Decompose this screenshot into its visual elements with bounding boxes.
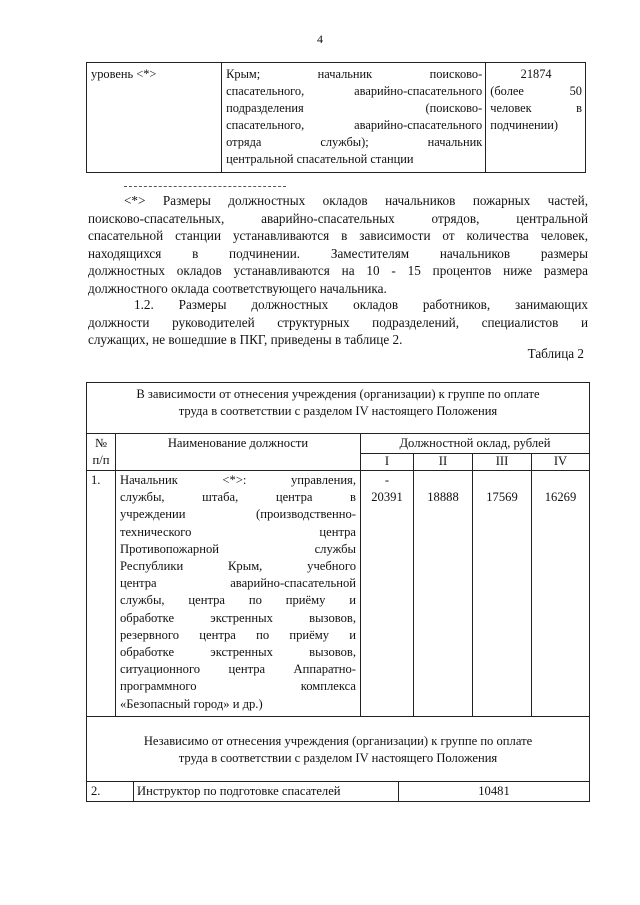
column-divider (115, 433, 116, 716)
table-group-header-line: труда в соответствии с разделом IV настоящего Положения (178, 404, 498, 419)
footnote-line: находящихся в подчинении. Заместителям начальников размеры (88, 245, 588, 261)
column-divider (531, 453, 532, 716)
row1-name-line: Противопожарной службы (120, 541, 356, 556)
row-divider (87, 470, 589, 471)
col-name-header: Наименование должности (167, 436, 309, 450)
row1-name-line: учреждении (производственно- (120, 507, 356, 522)
row1-dash: - (384, 473, 390, 487)
row1-number: 1. (91, 473, 101, 487)
column-divider (133, 781, 134, 801)
section-paragraph (88, 296, 588, 349)
group-header-ii: II (438, 454, 448, 468)
row1-name-line: Начальник <*>: управления, (120, 473, 356, 487)
column-divider (398, 781, 399, 801)
row1-name-line: программного комплекса (120, 679, 356, 694)
footnote-line: <*> Размеры должностных окладов начальников пожарных частей, (124, 193, 588, 208)
column-divider (413, 453, 414, 716)
table-caption: Таблица 2 (527, 346, 584, 361)
top-table-position-line: центральной спасательной станции (226, 152, 414, 166)
row-divider (87, 433, 589, 434)
top-table-position-line: подразделения (поисково- (226, 101, 483, 115)
top-table-salary-note-line: (более 50 (490, 84, 582, 98)
top-table-position-line: Крым; начальник поисково- (226, 67, 483, 81)
top-table-salary-note-line: подчинении) (490, 118, 559, 132)
top-table-position-line: спасательного, аварийно-спасательного (226, 118, 483, 132)
footnote-separator (124, 186, 286, 187)
top-table-position-line: спасательного, аварийно-спасательного (226, 84, 483, 98)
row1-name-line: резервного центра по приёму и (120, 627, 356, 642)
group-header-i: I (384, 454, 390, 468)
top-table-salary-value: 21874 (520, 67, 552, 81)
row-divider (87, 781, 589, 782)
table-independent-header (87, 733, 589, 767)
footnote-paragraph (88, 192, 588, 297)
top-table-position-cell (222, 63, 486, 173)
col-number-header (87, 435, 115, 469)
top-table-level-cell: уровень <*> (87, 63, 222, 173)
row1-name-line: Республики Крым, учебного (120, 559, 356, 574)
col-salary-header: Должностной оклад, рублей (399, 436, 551, 450)
row1-name-line: службы, штаба, центра в (120, 490, 356, 505)
row1-value-iv: 16269 (544, 490, 577, 504)
row2-value: 10481 (478, 784, 510, 798)
footnote-line: спасательной станции устанавливаются в зависимости от количества человек, (88, 228, 588, 243)
top-table-salary-note-line: человек в (490, 101, 582, 115)
group-header-iv: IV (553, 454, 568, 468)
row1-position-name (120, 472, 356, 713)
group-header-iii: III (495, 454, 509, 468)
col-number-header-line: № (94, 436, 108, 450)
section-line: служащих, не вошедшие в ПКГ, приведены в таблице 2. (88, 332, 403, 347)
row1-name-line: обработке экстренных вызовов, (120, 610, 356, 625)
table-group-header-line: В зависимости от отнесения учреждения (организации) к группе по оплате (136, 387, 540, 401)
top-table (86, 62, 586, 173)
row1-value-i: 20391 (371, 490, 403, 504)
row-divider (87, 716, 589, 717)
column-divider (472, 453, 473, 716)
row1-name-line: службы, центра по приёму и (120, 593, 356, 608)
row1-value-ii: 18888 (427, 490, 459, 504)
footnote-line: поисково-спасательных, аварийно-спасательных отрядов, центральной (88, 210, 588, 226)
row1-value-iii: 17569 (486, 490, 518, 504)
row2-position-name: Инструктор по подготовке спасателей (137, 784, 341, 798)
salary-table (86, 382, 590, 802)
row2-number: 2. (91, 784, 101, 798)
table-independent-header-line: Независимо от отнесения учреждения (организации) к группе по оплате (143, 734, 533, 748)
column-divider (360, 433, 361, 716)
footnote-line: должностного оклада соответствующего начальника. (88, 280, 387, 296)
row1-name-line: технического центра (120, 524, 356, 539)
top-table-position-line: отряда службы); начальник (226, 135, 483, 149)
table-independent-header-line: труда в соответствии с разделом IV настоящего Положения (178, 751, 498, 766)
row1-name-line: обработке экстренных вызовов, (120, 645, 356, 660)
row1-name-line: центра аварийно-спасательной (120, 576, 356, 591)
top-table-salary-cell (486, 63, 586, 173)
section-line: 1.2. Размеры должностных окладов работников, занимающих (134, 297, 588, 312)
section-line: должности руководителей структурных подразделений, специалистов и (88, 314, 588, 330)
col-number-header-line: п/п (92, 453, 110, 468)
page-number: 4 (317, 32, 323, 46)
row1-name-line: «Безопасный город» и др.) (120, 696, 263, 711)
table-group-header (87, 386, 589, 420)
footnote-line: должностных окладов устанавливаются на 10 - 15 процентов ниже размера (88, 263, 588, 278)
row1-name-line: ситуационного центра Аппаратно- (120, 662, 356, 677)
